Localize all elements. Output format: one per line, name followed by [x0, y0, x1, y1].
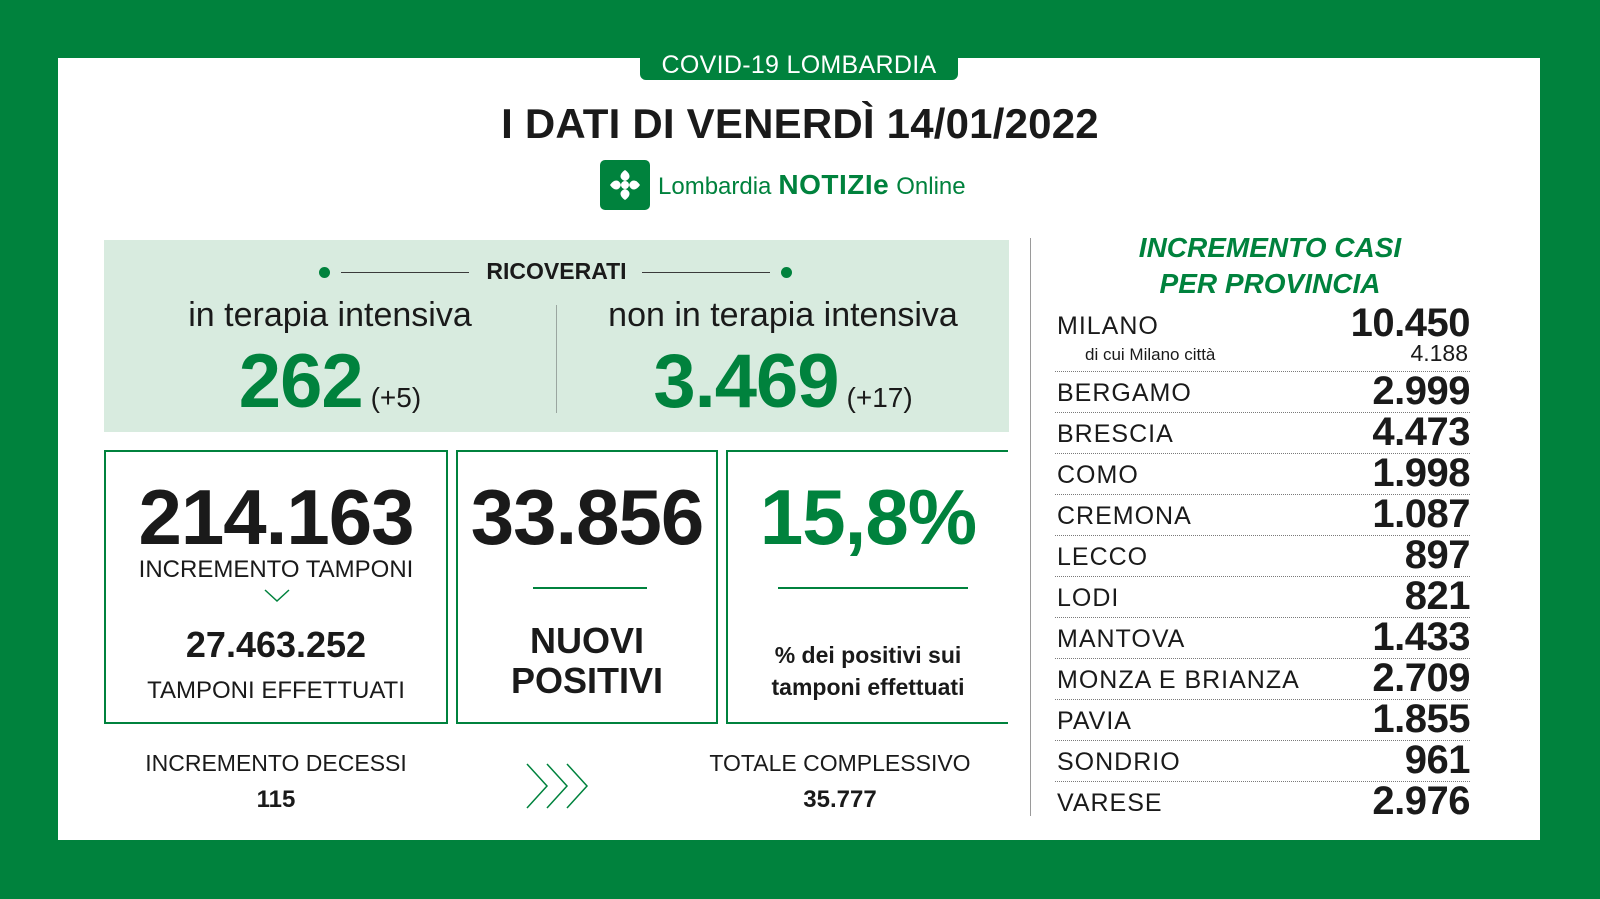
province-name: LODI — [1057, 584, 1120, 612]
province-name: SONDRIO — [1057, 748, 1181, 776]
positivi-label-1: NUOVI — [529, 620, 644, 661]
brand-suffix: Online — [896, 173, 966, 200]
decessi-incremento-label: INCREMENTO DECESSI — [145, 750, 407, 776]
province-name: MILANO — [1057, 312, 1159, 340]
province-value: 1.998 — [1372, 451, 1470, 495]
province-row — [1055, 656, 1470, 700]
intensiva-value-group — [104, 338, 556, 425]
province-row — [1055, 779, 1470, 823]
province-name: VARESE — [1057, 789, 1163, 817]
province-row — [1055, 574, 1470, 618]
percentuale-card — [726, 450, 1008, 724]
intensiva-delta: (+5) — [370, 382, 422, 413]
ricoverati-label: RICOVERATI — [486, 258, 627, 284]
lombardia-rose-icon — [600, 160, 650, 210]
arrows-icon — [525, 762, 595, 815]
non-intensiva-delta: (+17) — [846, 382, 913, 413]
tamponi-card — [104, 450, 448, 724]
percentuale-rule — [778, 587, 968, 589]
province-name: LECCO — [1057, 543, 1149, 571]
chevron-down-icon — [263, 588, 291, 609]
dot-right — [781, 267, 792, 278]
positivi-card — [456, 450, 718, 724]
province-value: 4.473 — [1372, 410, 1470, 454]
decessi-incremento-value: 115 — [256, 786, 296, 813]
non-intensiva-value-group — [557, 338, 1009, 425]
non-intensiva-value: 3.469 — [653, 339, 839, 424]
percentuale-label-2: tamponi effettuati — [771, 674, 965, 700]
positivi-label-2: POSITIVI — [510, 660, 664, 701]
province-name: BRESCIA — [1057, 420, 1174, 448]
brand-main: NOTIZIe — [778, 169, 890, 200]
province-row — [1055, 451, 1470, 495]
province-name: MANTOVA — [1057, 625, 1186, 653]
non-intensiva-label: non in terapia intensiva — [608, 296, 958, 334]
province-row — [1055, 697, 1470, 741]
brand-prefix: Lombardia — [658, 173, 772, 200]
decessi-totale-label: TOTALE COMPLESSIVO — [709, 750, 971, 776]
province-row — [1055, 615, 1470, 659]
milano-city-label: di cui Milano città — [1085, 345, 1216, 364]
province-value: 897 — [1404, 533, 1470, 577]
tamponi-totale-label: TAMPONI EFFETTUATI — [147, 677, 405, 704]
province-row — [1055, 369, 1470, 413]
positivi-rule — [533, 587, 647, 589]
province-value: 821 — [1404, 574, 1470, 618]
province-title-line-1: INCREMENTO CASI — [1138, 232, 1402, 263]
province-name: MONZA E BRIANZA — [1057, 666, 1300, 694]
milano-city-value: 4.188 — [1410, 340, 1468, 366]
intensiva-value: 262 — [238, 339, 363, 424]
line-right — [642, 272, 770, 273]
page-title: I DATI DI VENERDÌ 14/01/2022 — [501, 100, 1099, 147]
province-value: 10.450 — [1350, 301, 1470, 345]
province-value: 2.976 — [1372, 779, 1470, 823]
section-divider — [1030, 238, 1031, 816]
province-row — [1055, 492, 1470, 536]
tamponi-totale-value: 27.463.252 — [185, 624, 367, 665]
province-value: 1.087 — [1372, 492, 1470, 536]
header-tag: COVID-19 LOMBARDIA — [640, 50, 958, 80]
province-name: COMO — [1057, 461, 1139, 489]
province-value: 961 — [1404, 738, 1470, 782]
province-name: BERGAMO — [1057, 379, 1192, 407]
intensiva-label: in terapia intensiva — [188, 296, 472, 334]
percentuale-value: 15,8% — [759, 473, 977, 561]
province-name: CREMONA — [1057, 502, 1192, 530]
province-title — [1080, 230, 1460, 302]
decessi-totale-value: 35.777 — [803, 786, 877, 813]
tamponi-incremento-value: 214.163 — [138, 473, 414, 561]
province-name: PAVIA — [1057, 707, 1132, 735]
province-row-milano — [1055, 301, 1470, 372]
tamponi-incremento-label: INCREMENTO TAMPONI — [138, 556, 414, 583]
province-row — [1055, 738, 1470, 782]
province-value: 1.433 — [1372, 615, 1470, 659]
percentuale-label-1: % dei positivi sui — [774, 642, 962, 668]
province-title-line-2: PER PROVINCIA — [1159, 268, 1381, 299]
province-row — [1055, 410, 1470, 454]
province-row — [1055, 533, 1470, 577]
province-value: 2.999 — [1372, 369, 1470, 413]
province-value: 1.855 — [1372, 697, 1470, 741]
brand-logo — [600, 160, 966, 210]
ricoverati-box — [104, 240, 1009, 432]
province-list — [1055, 301, 1470, 823]
province-value: 2.709 — [1372, 656, 1470, 700]
positivi-value: 33.856 — [470, 473, 704, 561]
